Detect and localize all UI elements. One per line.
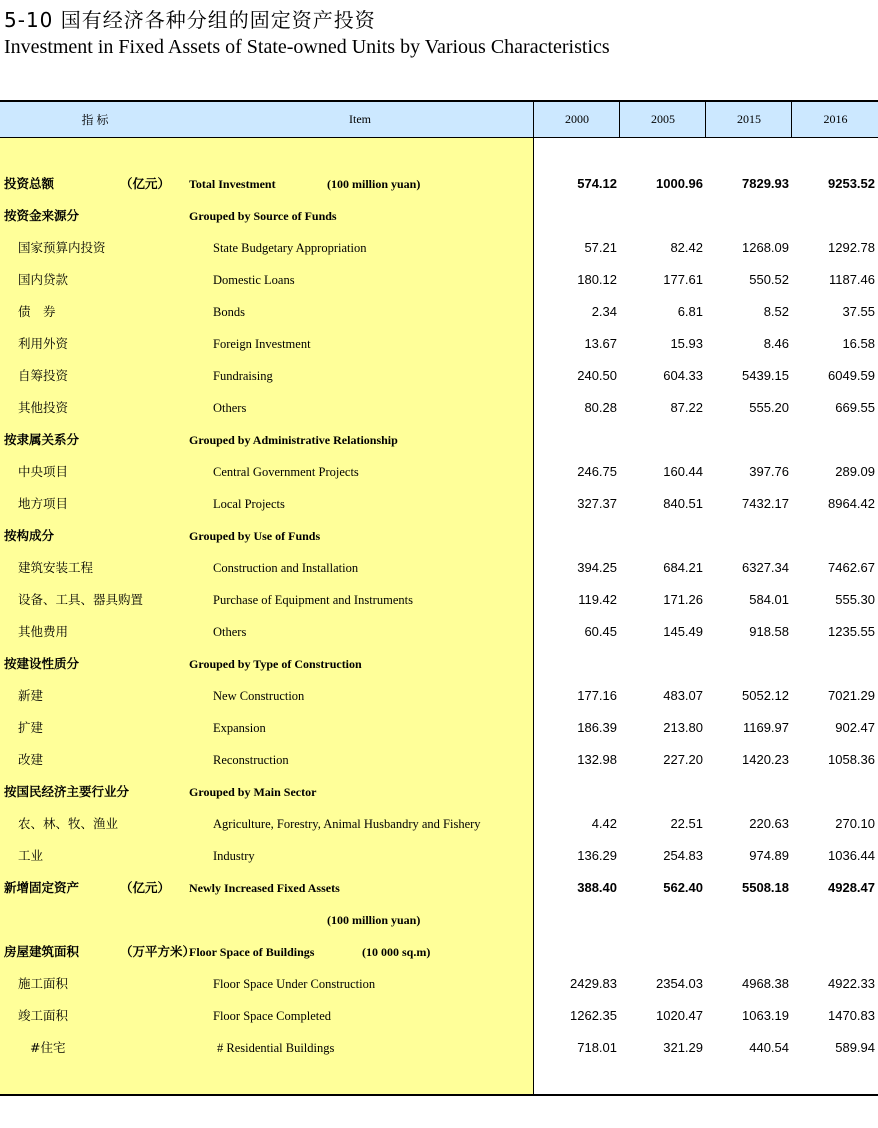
row-value: 7462.67: [828, 560, 875, 575]
row-value: 4922.33: [828, 976, 875, 991]
row-value: 1292.78: [828, 240, 875, 255]
row-value: 37.55: [842, 304, 875, 319]
row-label-english: Purchase of Equipment and Instruments: [213, 593, 413, 607]
row-label-chinese: 其他费用: [18, 624, 69, 639]
row-value: 136.29: [577, 848, 617, 863]
row-value: 270.10: [835, 816, 875, 831]
row-label-english: Newly Increased Fixed Assets: [189, 881, 340, 895]
row-label-chinese: 改建: [18, 752, 44, 767]
row-value: 550.52: [749, 272, 789, 287]
row-label-english: Total Investment: [189, 177, 276, 191]
row-value: 289.09: [835, 464, 875, 479]
table-row: [0, 744, 878, 776]
table-row: [0, 360, 878, 392]
row-label-english: New Construction: [213, 689, 305, 703]
table-row: [0, 1032, 878, 1064]
row-value: 87.22: [670, 400, 703, 415]
row-value: 5052.12: [742, 688, 789, 703]
table-row: [0, 296, 878, 328]
row-label-english: Others: [213, 625, 247, 639]
row-value: 1036.44: [828, 848, 875, 863]
row-value: 555.20: [749, 400, 789, 415]
header-item: Item: [349, 112, 371, 126]
row-label-chinese: 国家预算内投资: [18, 240, 106, 255]
row-value: 60.45: [584, 624, 617, 639]
table-bottom-border: [0, 1094, 878, 1096]
row-value: 394.25: [577, 560, 617, 575]
table-row: [0, 552, 878, 584]
row-value: 171.26: [663, 592, 703, 607]
row-label-english: Agriculture, Forestry, Animal Husbandry and Fishery: [213, 817, 481, 831]
row-label-chinese: 新增固定资产: [4, 880, 80, 895]
row-label-english: Reconstruction: [213, 753, 289, 767]
table-row: [0, 200, 878, 232]
row-value: 574.12: [577, 176, 617, 191]
row-label-chinese: 中央项目: [18, 464, 69, 479]
table-row: [0, 584, 878, 616]
row-value: 1420.23: [742, 752, 789, 767]
table-row: [0, 968, 878, 1000]
table-row: [0, 264, 878, 296]
row-value: 1063.19: [742, 1008, 789, 1023]
row-value: 555.30: [835, 592, 875, 607]
row-value: 6327.34: [742, 560, 789, 575]
row-unit-english: (10 000 sq.m): [362, 945, 431, 959]
row-label-english: Industry: [213, 849, 255, 863]
row-value: 4.42: [591, 816, 617, 831]
page-title-english: Investment in Fixed Assets of State-owned Units by Various Characteristics: [4, 36, 610, 58]
row-value: 4928.47: [828, 880, 875, 895]
page-title-chinese: 5-10 国有经济各种分组的固定资产投资: [4, 8, 376, 32]
row-value: 8.52: [763, 304, 789, 319]
table-header: [0, 100, 878, 138]
row-value: 5439.15: [742, 368, 789, 383]
row-value: 22.51: [670, 816, 703, 831]
row-value: 8.46: [763, 336, 789, 351]
row-label-chinese: 按隶属关系分: [4, 432, 80, 447]
row-value: 840.51: [663, 496, 703, 511]
row-label-english: Domestic Loans: [213, 273, 295, 287]
row-value: 1169.97: [742, 720, 789, 735]
row-value: 177.16: [577, 688, 617, 703]
row-value: 8964.42: [828, 496, 875, 511]
row-label-english: Central Government Projects: [213, 465, 359, 479]
row-label-english: Floor Space of Buildings: [189, 945, 315, 959]
row-value: 604.33: [663, 368, 703, 383]
row-label-chinese: 按建设性质分: [4, 656, 80, 671]
row-label-english: Grouped by Type of Construction: [189, 657, 362, 671]
row-label-chinese: 设备、工具、器具购置: [18, 592, 144, 607]
row-unit-chinese: （亿元）: [120, 880, 171, 895]
row-value: 220.63: [749, 816, 789, 831]
row-label-english: Grouped by Source of Funds: [189, 209, 337, 223]
row-label-chinese: 农、林、牧、渔业: [18, 816, 119, 831]
row-value: 2354.03: [656, 976, 703, 991]
row-label-chinese: 竣工面积: [18, 1008, 69, 1023]
row-label-chinese: 债 券: [18, 304, 56, 319]
row-value: 397.76: [749, 464, 789, 479]
row-label-english: Foreign Investment: [213, 337, 311, 351]
row-value: 1268.09: [742, 240, 789, 255]
row-value: 2.34: [591, 304, 617, 319]
row-unit-english: (100 million yuan): [327, 913, 421, 927]
row-value: 213.80: [663, 720, 703, 735]
table-row: [0, 328, 878, 360]
row-value: 6.81: [677, 304, 703, 319]
table-row: [0, 808, 878, 840]
row-value: 119.42: [578, 592, 617, 607]
row-value: 974.89: [749, 848, 789, 863]
row-label-chinese: #住宅: [30, 1040, 66, 1055]
row-label-chinese: 国内贷款: [18, 272, 69, 287]
row-label-english: Construction and Installation: [213, 561, 359, 575]
row-value: 1470.83: [828, 1008, 875, 1023]
row-label-chinese: 扩建: [18, 720, 44, 735]
row-label-chinese: 按国民经济主要行业分: [4, 784, 130, 799]
row-label-english: Grouped by Main Sector: [189, 785, 317, 799]
table-row: [0, 840, 878, 872]
row-label-chinese: 地方项目: [18, 496, 69, 511]
row-label-english: Others: [213, 401, 247, 415]
row-label-english: State Budgetary Appropriation: [213, 241, 367, 255]
row-label-chinese: 利用外资: [18, 336, 69, 351]
table-row: [0, 1000, 878, 1032]
row-label-english: Expansion: [213, 721, 266, 735]
table-row: [0, 456, 878, 488]
row-value: 7021.29: [828, 688, 875, 703]
table-row: [0, 392, 878, 424]
row-value: 15.93: [670, 336, 703, 351]
row-label-english: Grouped by Administrative Relationship: [189, 433, 398, 447]
row-value: 57.21: [584, 240, 617, 255]
row-value: 2429.83: [570, 976, 617, 991]
row-value: 16.58: [842, 336, 875, 351]
row-label-english: Bonds: [213, 305, 245, 319]
table-row: [0, 168, 878, 200]
row-label-chinese: 施工面积: [18, 976, 69, 991]
table-row: [0, 904, 878, 936]
row-value: 321.29: [663, 1040, 703, 1055]
row-value: 177.61: [663, 272, 703, 287]
row-value: 9253.52: [828, 176, 875, 191]
table-row: [0, 872, 878, 904]
table-row: [0, 936, 878, 968]
row-label-english: Fundraising: [213, 369, 273, 383]
row-value: 5508.18: [742, 880, 789, 895]
row-value: 145.49: [663, 624, 703, 639]
row-value: 132.98: [577, 752, 617, 767]
row-value: 684.21: [663, 560, 703, 575]
header-year: 2016: [791, 102, 878, 137]
row-value: 1058.36: [828, 752, 875, 767]
header-indicator: 指 标: [81, 113, 109, 127]
table-row: [0, 616, 878, 648]
row-value: 227.20: [663, 752, 703, 767]
row-label-chinese: 自筹投资: [18, 368, 69, 383]
row-value: 589.94: [835, 1040, 875, 1055]
row-value: 483.07: [663, 688, 703, 703]
row-value: 254.83: [663, 848, 703, 863]
table-row: [0, 680, 878, 712]
row-value: 80.28: [584, 400, 617, 415]
row-label-chinese: 建筑安装工程: [18, 560, 94, 575]
row-value: 246.75: [577, 464, 617, 479]
row-value: 240.50: [577, 368, 617, 383]
header-year: 2005: [619, 102, 706, 137]
table-row: [0, 520, 878, 552]
row-label-chinese: 房屋建筑面积: [4, 944, 80, 959]
table-row: [0, 776, 878, 808]
row-value: 13.67: [584, 336, 617, 351]
row-value: 902.47: [835, 720, 875, 735]
table-row: [0, 424, 878, 456]
table-row: [0, 488, 878, 520]
row-value: 388.40: [577, 880, 617, 895]
row-value: 327.37: [577, 496, 617, 511]
row-unit-english: (100 million yuan): [327, 177, 421, 191]
row-value: 7432.17: [742, 496, 789, 511]
row-label-english: Grouped by Use of Funds: [189, 529, 321, 543]
row-value: 82.42: [670, 240, 703, 255]
row-label-english: Floor Space Completed: [213, 1009, 332, 1023]
row-value: 186.39: [577, 720, 617, 735]
row-label-chinese: 其他投资: [18, 400, 69, 415]
row-value: 1262.35: [570, 1008, 617, 1023]
row-value: 440.54: [749, 1040, 789, 1055]
row-unit-chinese: （万平方米）: [120, 944, 196, 959]
row-value: 918.58: [749, 624, 789, 639]
row-label-english: # Residential Buildings: [217, 1041, 335, 1055]
row-value: 6049.59: [828, 368, 875, 383]
row-value: 4968.38: [742, 976, 789, 991]
table-row: [0, 648, 878, 680]
header-year: 2000: [533, 102, 620, 137]
row-value: 180.12: [577, 272, 617, 287]
row-value: 160.44: [663, 464, 703, 479]
row-value: 669.55: [835, 400, 875, 415]
row-label-chinese: 按资金来源分: [4, 208, 80, 223]
row-label-chinese: 新建: [18, 688, 44, 703]
row-value: 1000.96: [656, 176, 703, 191]
row-label-english: Floor Space Under Construction: [213, 977, 376, 991]
row-label-chinese: 投资总额: [4, 176, 55, 191]
row-value: 1235.55: [828, 624, 875, 639]
row-label-english: Local Projects: [213, 497, 285, 511]
row-value: 584.01: [749, 592, 789, 607]
table-row: [0, 232, 878, 264]
row-unit-chinese: （亿元）: [120, 176, 171, 191]
row-value: 7829.93: [742, 176, 789, 191]
row-value: 718.01: [577, 1040, 617, 1055]
row-label-chinese: 按构成分: [4, 528, 55, 543]
header-year: 2015: [705, 102, 792, 137]
table-row: [0, 712, 878, 744]
row-value: 1187.46: [828, 272, 875, 287]
row-value: 562.40: [663, 880, 703, 895]
row-value: 1020.47: [656, 1008, 703, 1023]
row-label-chinese: 工业: [18, 848, 44, 863]
